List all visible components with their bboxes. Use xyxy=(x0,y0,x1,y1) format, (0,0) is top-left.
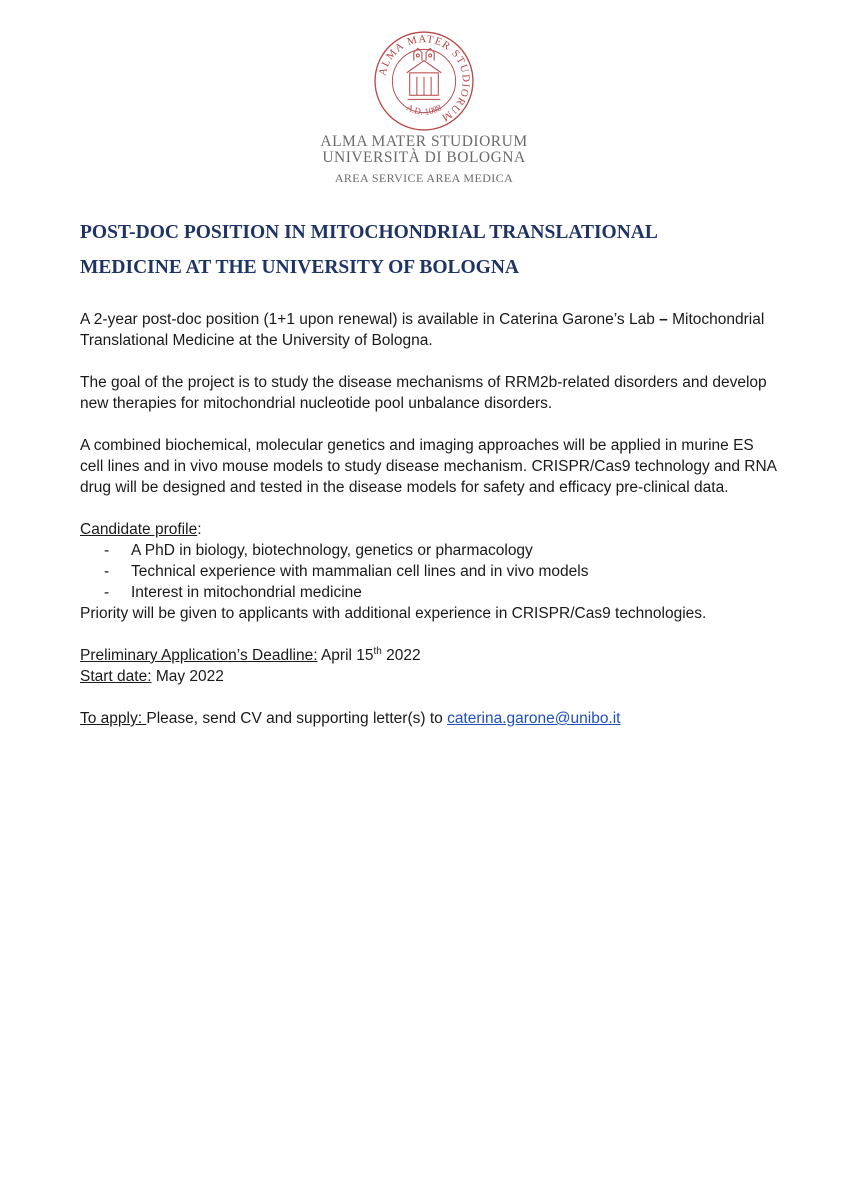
seal-ring-text: ALMA MATER STUDIORUM xyxy=(376,33,472,125)
paragraph-2-line-1: The goal of the project is to study the disease mechanisms of RRM2b-related disorders and develop xyxy=(80,374,767,391)
start-date-line: Start date: May 2022 xyxy=(80,668,224,685)
document-title-line-1: POST-DOC POSITION IN MITOCHONDRIAL TRANSLATIONAL xyxy=(80,222,658,243)
seal-year-text: A.D. 1088 xyxy=(404,102,444,117)
department-name: AREA SERVICE AREA MEDICA xyxy=(334,171,514,185)
paragraph-3-line-3: drug will be designed and tested in the disease models for safety and efficacy pre-clinical data. xyxy=(80,479,729,496)
start-date-label: Start date: xyxy=(80,668,152,685)
priority-note: Priority will be given to applicants with additional experience in CRISPR/Cas9 technologies. xyxy=(80,605,707,622)
profile-item-phd: A PhD in biology, biotechnology, genetics or pharmacology xyxy=(131,542,533,559)
bullet-marker: - xyxy=(104,542,110,559)
profile-item-interest: Interest in mitochondrial medicine xyxy=(131,584,362,601)
paragraph-3-line-2: cell lines and in vivo mouse models to study disease mechanism. CRISPR/Cas9 technology and RNA xyxy=(80,458,777,475)
svg-text:A.D. 1088 xyxy=(405,102,444,117)
bullet-marker: - xyxy=(104,563,110,580)
paragraph-1-line-1: A 2-year post-doc position (1+1 upon renewal) is available in Caterina Garone’s Lab – Mitochondrial xyxy=(80,311,765,328)
apply-label: To apply: xyxy=(80,710,147,727)
candidate-profile-heading: Candidate profile: xyxy=(80,521,202,538)
document-title-line-2: MEDICINE AT THE UNIVERSITY OF BOLOGNA xyxy=(80,257,520,278)
profile-item-technical-experience: Technical experience with mammalian cell lines and in vivo models xyxy=(131,563,589,580)
deadline-label: Preliminary Application’s Deadline: xyxy=(80,647,318,664)
paragraph-2-line-2: new therapies for mitochondrial nucleotide pool unbalance disorders. xyxy=(80,395,553,412)
contact-email-link[interactable]: caterina.garone@unibo.it xyxy=(447,710,621,727)
institution-line-1: ALMA MATER STUDIORUM xyxy=(320,133,528,150)
apply-line: To apply: Please, send CV and supporting letter(s) to caterina.garone@unibo.it xyxy=(80,710,621,727)
deadline-line: Preliminary Application’s Deadline: April 15th 2022 xyxy=(80,646,421,664)
institution-line-2: UNIVERSITÀ DI BOLOGNA xyxy=(322,149,526,166)
university-seal-logo xyxy=(373,30,475,132)
paragraph-3-line-1: A combined biochemical, molecular genetics and imaging approaches will be applied in murine ES xyxy=(80,437,754,454)
bullet-marker: - xyxy=(104,584,110,601)
paragraph-1-line-2: Translational Medicine at the University of Bologna. xyxy=(80,332,433,349)
